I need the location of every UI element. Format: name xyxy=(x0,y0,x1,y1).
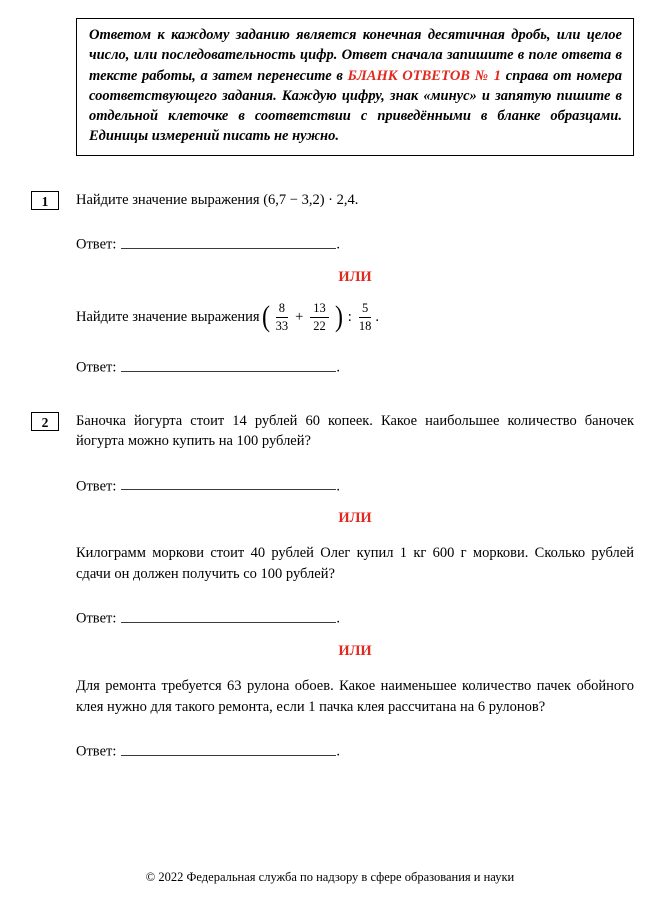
answer-label: Ответ: xyxy=(76,610,117,627)
answer-blank xyxy=(121,234,336,249)
task-1-v1-expression: (6,7 − 3,2) · 2,4 xyxy=(263,191,355,208)
close-paren: ) xyxy=(334,300,343,334)
task-2 xyxy=(41,411,634,761)
answer-row xyxy=(76,741,634,761)
task-2-variant-3-text: Для ремонта требуется 63 рулона обоев. Какое наименьшее количество пачек обойного клея нужно для такого ремонта, если 1 пачка клея рассчитана на 6 рулонов? xyxy=(76,677,634,715)
fraction-2-numerator: 13 xyxy=(310,302,329,318)
answer-label: Ответ: xyxy=(76,359,117,376)
answer-blank xyxy=(121,741,336,756)
instructions-box xyxy=(76,18,634,156)
instructions-part2: справа от номера соответствующего задания. Каждую цифру, знак «минус» и запятую пишите в отдельной клеточке в соответствии с приведёнными в бланке образцами. Единицы измерений писать не нужно. xyxy=(89,67,622,145)
answer-period: . xyxy=(336,478,340,495)
answer-row xyxy=(76,476,634,496)
answer-row xyxy=(76,608,634,628)
answer-row xyxy=(76,234,634,254)
task-2-variant-2-text: Килограмм моркови стоит 40 рублей Олег купил 1 кг 600 г моркови. Сколько рублей сдачи он должен получить со 100 рублей? xyxy=(76,545,634,582)
instructions-highlight: БЛАНК ОТВЕТОВ № 1 xyxy=(347,67,502,84)
content-column xyxy=(41,18,634,761)
task-1-variant-1-text xyxy=(76,190,634,211)
answer-blank xyxy=(121,357,336,372)
task-1 xyxy=(41,190,634,377)
answer-label: Ответ: xyxy=(76,236,117,253)
answer-period: . xyxy=(336,359,340,376)
answer-row xyxy=(76,357,634,377)
task-1-v2-suffix: . xyxy=(375,309,379,326)
task-1-v1-prefix: Найдите значение выражения xyxy=(76,191,264,208)
fraction-1-denominator: 33 xyxy=(275,318,289,333)
answer-blank xyxy=(121,608,336,623)
answer-period: . xyxy=(336,236,340,253)
fraction-3 xyxy=(359,302,372,333)
or-divider: ИЛИ xyxy=(338,510,372,527)
open-paren: ( xyxy=(261,300,270,334)
task-1-variant-2-text xyxy=(76,302,634,333)
fraction-3-numerator: 5 xyxy=(359,302,372,318)
task-2-variant-1-text: Баночка йогурта стоит 14 рублей 60 копеек. Какое наибольшее количество баночек йогурта можно купить на 100 рублей? xyxy=(76,412,634,450)
task-1-v2-prefix: Найдите значение выражения xyxy=(76,309,260,326)
answer-period: . xyxy=(336,610,340,627)
or-divider: ИЛИ xyxy=(338,642,372,659)
answer-label: Ответ: xyxy=(76,478,117,495)
instructions-text xyxy=(89,25,622,147)
task-2-number-box: 2 xyxy=(31,412,59,431)
fraction-1 xyxy=(276,302,289,333)
exam-page xyxy=(0,18,660,898)
answer-blank xyxy=(121,476,336,491)
task-1-v1-suffix: . xyxy=(354,191,359,208)
task-1-number-box: 1 xyxy=(31,191,59,210)
fraction-2-denominator: 22 xyxy=(313,318,326,333)
copyright-footer: © 2022 Федеральная служба по надзору в сфере образования и науки xyxy=(145,870,515,884)
fraction-1-numerator: 8 xyxy=(276,302,289,318)
answer-period: . xyxy=(336,743,340,760)
plus-operator: + xyxy=(295,309,304,326)
instructions-part1: Ответом к каждому заданию является конечная десятичная дробь, или целое число, или последовательность цифр. Ответ сначала запишите в поле ответа в тексте работы, а затем перенесите в xyxy=(89,27,622,84)
fraction-3-denominator: 18 xyxy=(358,318,372,333)
or-divider: ИЛИ xyxy=(338,268,372,285)
fraction-2 xyxy=(310,302,329,333)
division-operator: : xyxy=(347,309,352,326)
answer-label: Ответ: xyxy=(76,743,117,760)
